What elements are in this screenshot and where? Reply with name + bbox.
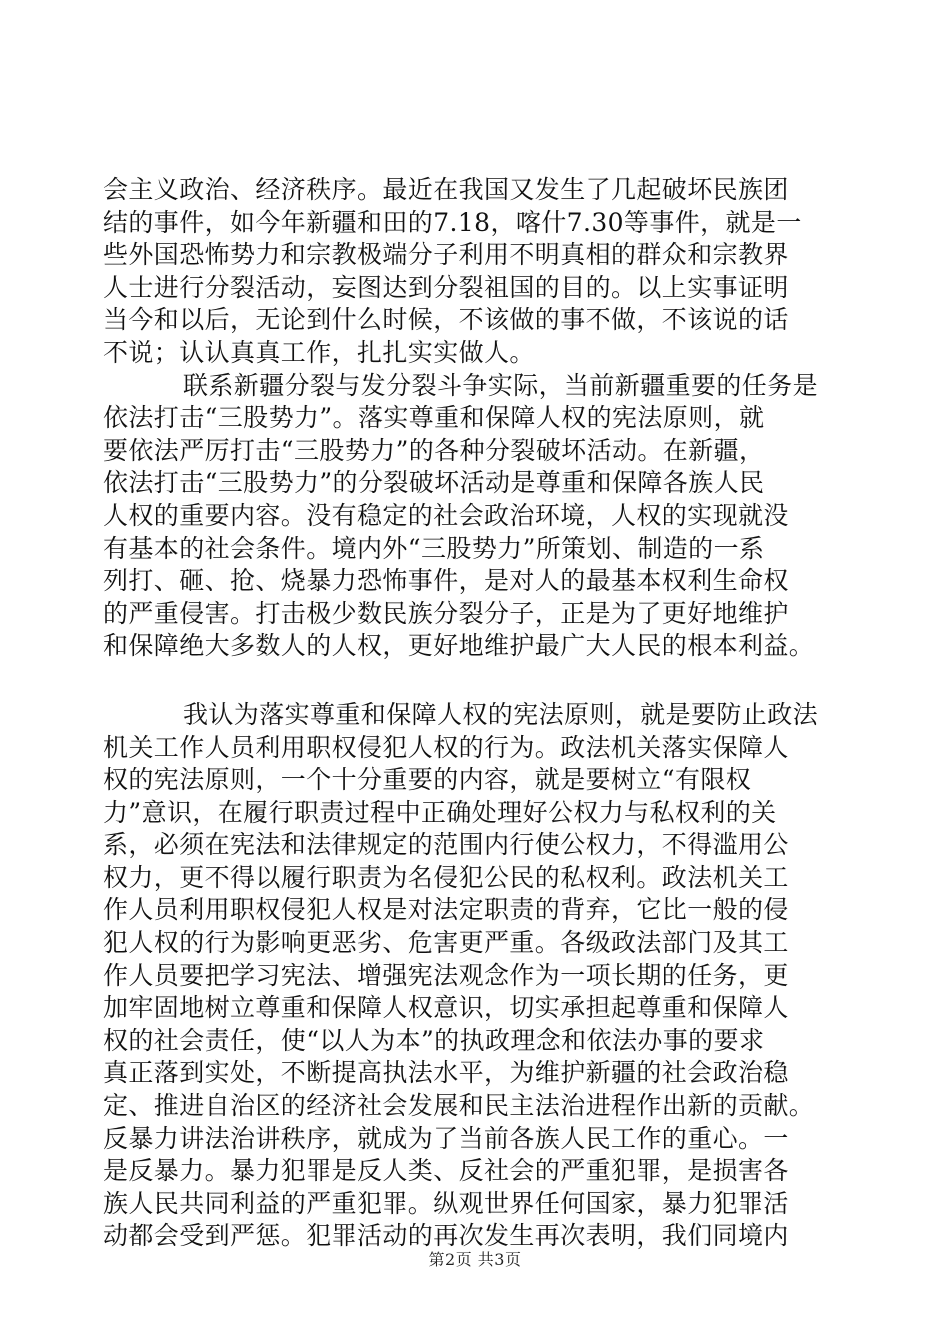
paragraph xyxy=(103,370,863,663)
text-line: 有基本的社会条件。境内外“三股势力”所策划、制造的一系 xyxy=(103,533,765,563)
text-line: 系，必须在宪法和法律规定的范围内行使公权力，不得滥用公 xyxy=(103,830,789,860)
text-line: 依法打击“三股势力”。落实尊重和保障人权的宪法原则，就 xyxy=(103,403,765,433)
text-line: 依法打击“三股势力”的分裂破坏活动是尊重和保障各族人民 xyxy=(103,468,765,498)
paragraph xyxy=(103,174,863,370)
text-line: 机关工作人员利用职权侵犯人权的行为。政法机关落实保障人 xyxy=(103,732,789,762)
text-line: 人士进行分裂活动，妄图达到分裂祖国的目的。以上实事证明 xyxy=(103,272,789,302)
text-line: 当今和以后，无论到什么时候，不该做的事不做，不该说的话 xyxy=(103,305,789,335)
text-line: 力”意识，在履行职责过程中正确处理好公权力与私权利的关 xyxy=(103,797,777,827)
text-line: 是反暴力。暴力犯罪是反人类、反社会的严重犯罪，是损害各 xyxy=(103,1156,789,1186)
text-line: 要依法严厉打击“三股势力”的各种分裂破坏活动。在新疆， xyxy=(103,435,765,465)
text-line: 联系新疆分裂与发分裂斗争实际，当前新疆重要的任务是 xyxy=(183,370,819,400)
text-line: 列打、砸、抢、烧暴力恐怖事件，是对人的最基本权利生命权 xyxy=(103,566,789,596)
text-line: 会主义政治、经济秩序。最近在我国又发生了几起破坏民族团 xyxy=(103,175,789,204)
page-number: 第2页 共3页 xyxy=(428,1250,522,1269)
text-line: 加牢固地树立尊重和保障人权意识，切实承担起尊重和保障人 xyxy=(103,993,789,1023)
text-line: 反暴力讲法治讲秩序，就成为了当前各族人民工作的重心。一 xyxy=(103,1123,789,1153)
text-line: 动都会受到严惩。犯罪活动的再次发生再次表明，我们同境内 xyxy=(103,1221,789,1251)
text-line: 我认为落实尊重和保障人权的宪法原则，就是要防止政法 xyxy=(183,699,819,729)
text-line: 些外国恐怖势力和宗教极端分子利用不明真相的群众和宗教界 xyxy=(103,240,789,270)
paragraph xyxy=(103,699,863,1253)
text-line: 犯人权的行为影响更恶劣、危害更严重。各级政法部门及其工 xyxy=(103,928,789,958)
paragraph-spacer xyxy=(103,663,863,699)
document-body xyxy=(103,174,863,1253)
text-line: 结的事件，如今年新疆和田的7.18，喀什7.30等事件，就是一 xyxy=(103,207,802,237)
page-footer xyxy=(0,1247,950,1270)
text-line: 真正落到实处，不断提高执法水平，为维护新疆的社会政治稳 xyxy=(103,1058,789,1088)
text-line: 权力，更不得以履行职责为名侵犯公民的私权利。政法机关工 xyxy=(103,862,789,892)
text-line: 作人员要把学习宪法、增强宪法观念作为一项长期的任务，更 xyxy=(103,960,789,990)
text-line: 族人民共同利益的严重犯罪。纵观世界任何国家，暴力犯罪活 xyxy=(103,1188,789,1218)
text-line: 人权的重要内容。没有稳定的社会政治环境，人权的实现就没 xyxy=(103,500,789,530)
text-line: 权的社会责任，使“以人为本”的执政理念和依法办事的要求 xyxy=(103,1025,765,1055)
text-line: 和保障绝大多数人的人权，更好地维护最广大人民的根本利益。 xyxy=(103,631,815,661)
text-line: 定、推进自治区的经济社会发展和民主法治进程作出新的贡献。 xyxy=(103,1091,815,1121)
text-line: 不说；认认真真工作，扎扎实实做人。 xyxy=(103,337,535,367)
text-line: 作人员利用职权侵犯人权是对法定职责的背弃，它比一般的侵 xyxy=(103,895,789,925)
text-line: 权的宪法原则，一个十分重要的内容，就是要树立“有限权 xyxy=(103,765,752,795)
text-line: 的严重侵害。打击极少数民族分裂分子，正是为了更好地维护 xyxy=(103,598,789,628)
